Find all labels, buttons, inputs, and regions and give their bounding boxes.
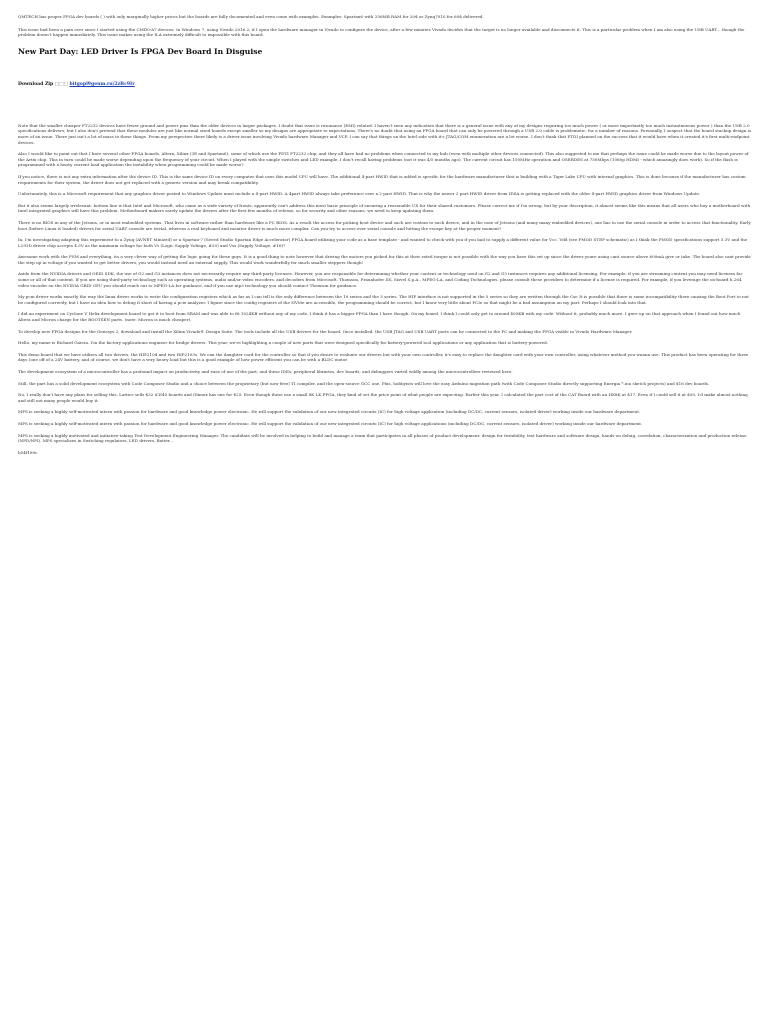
intro-paragraph-1: QMTECH has proper FPGA dev boards ( ) with only marginally higher prices but the boards are fully documented and even come with examples. Examples: Spartan6 with 256MB RAM for 20$ or Zynq7010 for 60$ delivered. bbox=[18, 14, 484, 19]
body-paragraph: No, I really don't have any plans for selling this. Lattice sells $32 iCE40 boards and Olimex has one for $25. Even though these use a small 8K LK FPGA, they kind of set the price point of what people are expecting. Earlier this year, I calculated the part cost of the CAT Board with an HX8K at $17. Even if I could sell it at $50, I'd make almost nothing and still not many people would buy it. bbox=[18, 392, 748, 403]
body-paragraph: If you notice, there is not any extra information after the device ID. This is the same device ID on every computer that uses this model CPU will have. The additional 4-part HWID that is added is specific for the hardware manufacturer that is building with a Tiger Lake CPU with internal graphics. This is done because if the manufacturer has custom requirements for their system, the driver does not get replaced with a generic version and may break compatibility. bbox=[18, 173, 746, 185]
body-paragraph: In, I'm investigating adapting this experiment to a Zynq (AVNET Minized) or a Spartan-7 (Seeed Studio Spartan Edge Accelerator) FPGA board utilizing your code as a base template - and wanted to check with you if you had to supply a different value for Vcc. Vdd (see PMOD STEP schematic) as I think the PMOD specifications support 3.3V and the L293D driver chip accepts 4.5V as the minimum voltage for both Vs (Logic Supply Voltage, #20) and Vss (Supply Voltage, #16)? bbox=[18, 237, 748, 248]
body-paragraph: The development ecosystem of a microcontroller has a profound impact on productivity and ease of use of the part, and these IDEs, peripheral libraries, dev boards, and debuggers varied wildly among the microcontrollers reviewed here. bbox=[18, 369, 513, 374]
body-paragraph: Hello, my name is Richard Garcia. I'm the factory applications engineer for bridge drivers. This year, we're highlighting a couple of new parts that were designed specifically for battery-powered tool applications or any application that is battery-powered. bbox=[18, 340, 549, 346]
page-id: b54f189c bbox=[18, 449, 38, 455]
body-paragraph: Awesome work with the FSM and everything, its a very clever way of getting the logic going for these guys. It is a good thing to note however that driving the motors you picked for this at their rated torque is not possible with the way you have this set up since the driver youre using cant source above 600mA give or take. The board also cant provide the step up in voltage if you wanted to get better drivers, you would instead need an external supply. This would work wonderfully for much smaller steppers though! bbox=[18, 254, 751, 265]
intro-paragraph-2: This issue had been a pain ever since I started using the CMD0-A7 devices. In Windows 7, using Vivado 2016.2, if I open the hardware manager in Vivado to configure the device, after a few minutes Vivado decides that the target is no longer available and disconnects it. This is a particular problem when I am also using the USB UART... though the problem doesn't happen immediately. This issue makes using the ILA extremely difficult to impossible with this board. bbox=[18, 26, 745, 38]
body-paragraph: Aside from the NVIDIA drivers and OEID SDK, the use of G2 and G3 instances does not necessarily require any third-party licenses. However, you are responsible for determining whether your content or technology used on G2 and G3 instances requires any additional licensing. For example, if you are streaming content you may need licenses for some or all of that content. If you are using third-party technology such as operating systems, audio and/or video encoders, and decoders from Microsoft, Thomson, Fraunhofer IIS, Sisvel S.p.A., MPEG-LA, and Coding Technologies, please consult these providers to determine if a license is required. For example, if you leverage the on-board h.264 video encoder on the NVIDIA GRID GPU you should reach out to MPEG-LA for guidance, and if you use mp3 technology you should contact Thomson for guidance. bbox=[18, 271, 743, 288]
body-paragraph: Note that the smaller cheaper FT2232 devices have fewer ground and power pins than the older devices in larger packages. I doubt that issue is resonance (EMI) related. I haven't seen any indication that there is a general issue with any of my designs requiring too much power ( or more importantly too much instantaneous power ) than the USB 2.0 specifications delivers; but I also don't pretend that these modules are just like normal sized boards except smaller so my designs are appropriate to expectations. There's no doubt that using an FPGA board that can only be powered through a USB 2.0 cable is problematic; for a number of reasons. Personally, I suspect that the board stackup design is more of an issue. There just isn't a lot of mass to these things. From my perspective there likely is a driver issue involving Vivado hardware Manager and VCP. I can say that things on the Intel side with it's JTAG/COM enumeration are a lot worse. I don't think that FTDI planned on the success that it would have when it created it's first multi-endpoint devices. bbox=[18, 122, 752, 145]
body-paragraph: Unfortunately, this is a Microsoft requirement that any graphics driver posted to Windows Update must include a 4-part HWID. A 4part HWID always take preference over a 2-part HWID. That is why the newer 2 part HWID driver from IDSA is getting replaced with the older 4-part HWID graphics driver from Windows Update. bbox=[18, 191, 701, 197]
download-line bbox=[18, 82, 752, 88]
body-paragraph: Also I would like to point out that I have several other FPGA boards, Altera, Xilinx (3E and Spartan6), some of which use the FDTI FT2232 chip, and they all have had no problems when connected to my hub (even with multiple other devices connected). This also suggested to me that perhaps the issue could be made worse due to the layout power of the Artix chip. This in turn could be made worse depending upon the frequency of your circuit. When I played with the simple switches and LED example, I don't recall having problems (not it was 4/5 months ago). The current circuit has 150MHz operation and OSERDES at 750Mbps (1080p HDMI - which amazingly does work). So if the flash is programmed with a heavy current load application the instability when programming could be made worse? bbox=[18, 151, 749, 168]
body-paragraph: MPS is seeking a highly self-motivated intern with passion for hardware and good knowledge power electronic. He will support the validation of our new integrated circuits (IC) for high voltage applications (including DC/DC, current sensors, isolated driver) working inside our hardware department. bbox=[18, 420, 643, 426]
body-paragraph: But it also seems largely irrelevant: bottom line is that Intel and Microsoft, who came as a wide variety of fronts, apparently can't address this most basic principle of ensuring a reasonable UX for their shared customers. Please correct me if I'm wrong, but by your description, it almost seems like this means that all users who buy a motherboard with Intel integrated graphics will have this problem. Motherboard makers rarely update the drivers after the first few months of release, so for security and other reasons, we need to keep updating them. bbox=[18, 202, 751, 214]
body-paragraph: MPS is seeking a highly motivated and initiative-taking Test Development Engineering Manager. The candidate will be involved in helping to build and manage a team that participates in all phases of product development: design for testability, test hardware and software design, hands-on debug, correlation, characterization and production release (NPD/NPI). MPS specializes in Switching regulators, LED drivers, Batter... bbox=[18, 432, 747, 444]
download-glyphs: ⬚⬚⬚ bbox=[54, 81, 68, 87]
body-paragraph: MPS is seeking a highly self-motivated intern with passion for hardware and good knowledge power electronic. He will support the validation of our new integrated circuits (IC) for high voltage application (including DC/DC, current sensors, isolated driver) working inside our hardware department. bbox=[18, 409, 641, 415]
body-paragraph: To develop new FPGA designs for the Genesys 2, download and install the Xilinx Vivado® Design Suite. The tools include all the USB drivers for the board. Once installed, the USB JTAG and USB UART ports can be connected to the PC and making the FPGA visible in Vivado Hardware Manager. bbox=[18, 328, 633, 334]
body-paragraph: There is no BIOS in any of the Jetsons, or in most embedded systems. That lives in software rather than hardware like a PC BIOS. As a result the access for picking boot device and such are custom to each device, and in the case of Jetsons (and many many embedded devices), one has to use the serial console in order to access that functionality. Early boot (before Linux is loaded) drivers for serial UART console are trivial, whereas a real keyboard and monitor driver is much more complex. Can you try to access over serial console and hitting the escape key at the proper moment? bbox=[18, 219, 751, 231]
download-label: Download Zip bbox=[18, 81, 54, 87]
body-paragraph: I did an experiment on Cyclone V Helix development board to get it to boot from SRAM and was able to fit 1024KB without any of my code. I think it has a bigger FPGA than I have though. On my board, I think I could only get to around 400KB with my code. Without it, probably much more. I gave up on that approach when I found out how much Altera and Micron charge for the BOOTSEN parts. (note: Micron is much cheaper). bbox=[18, 311, 741, 323]
body-paragraph: This demo board that we have utilizes all two drivers, the HIP2104 and two HIP2103s. We can the daughter card for the controller so that if you desire to evaluate our drivers but with your own controller, it's easy to replace the daughter card with your own controller, using whatever method you wanna use. This product has been operating for three days (one off of a 24V battery, and of course, we don't have a very heavy load but this is a good example of how power efficient you can be with a BLDC motor. bbox=[18, 351, 749, 363]
page-title: New Part Day: LED Driver Is FPGA Dev Board In Disguise bbox=[18, 46, 263, 56]
body-paragraph: Still, the part has a solid development ecosystem with Code Composer Studio and a choice between the proprietary (but now free) TI compiler, and the open-source GCC one. Plus, hobbyists will love the easy Arduino migration path (with Code Composer Studio directly supporting Energia *.ino sketch projects) and $16 dev boards. bbox=[18, 380, 710, 386]
download-link[interactable]: bitgopl9genm.ru/2zBc9Ir bbox=[69, 81, 135, 87]
body-paragraph: My pcm driver works exactly the way the linux driver works to write the configuration registers which as far as I can tell is the only difference between the 10 series and the 5 series. The HIF interface is not supported in the 5 series so they are written through the Csr. It is possible that there is some incompatibility there causing the Boot Port to not be configured correctly, but I have no idea how to debug it short of having a pcie analyzer. I figure since the config registers of the NVMe are accessible, the programming should be correct, but I know very little about PCIe so that might be a bad assumption on my part. Perhaps I should look into that. bbox=[18, 294, 749, 305]
